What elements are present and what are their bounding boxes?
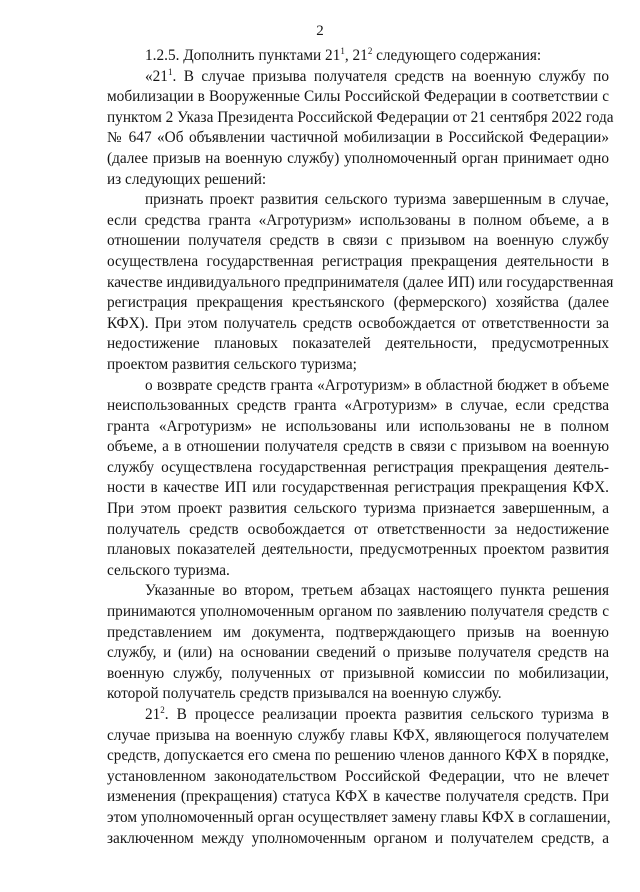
text-line: (далее призыв на военную службу) уполномоченный орган принимает одно [107,149,609,167]
text-line: принимаются уполномоченным органом по заявлению получателя средств с [107,603,609,621]
page-number: 2 [316,23,324,39]
text-line: представлением им документа, подтверждающего призыв на военную [107,623,609,641]
text-line: отношении получателя средств в связи с призывом на военную службу [107,232,609,250]
text-line: $21^2$. В процессе реализации проекта развития сельского туризма в [145,705,609,723]
text-line: этом уполномоченный орган осуществляет замену главы КФХ в соглашении, [107,808,611,826]
text-line: если средства гранта «Агротуризм» использованы в полном объеме, а в [107,211,609,229]
text-line: проектом развития сельского туризма; [107,355,357,373]
text-line: получатель средств освобождается от ответственности за недостижение [107,520,609,538]
text-line: осуществлена государственная регистрация прекращения деятельности в [107,252,609,270]
text-line: службу, и (или) на основании сведений о призыве получателя средств на [107,644,609,662]
text-line: которой получатель средств призывался на военную службу. [107,685,502,703]
text-line: установленном законодательством Российской Федерации, что не влечет [107,767,609,785]
text-line: гранта «Агротуризм» не использованы или использованы не в полном [107,417,609,435]
text-line: мобилизации в Вооруженные Силы Российской Федерации в соответствии с [107,88,609,106]
text-line: о возврате средств гранта «Агротуризм» в областной бюджет в объеме [145,376,609,394]
text-line: признать проект развития сельского туризма завершенным в случае, [145,191,609,209]
text-line: Указанные во втором, третьем абзацах настоящего пункта решения [145,582,609,600]
text-line: изменения (прекращения) статуса КФХ в качестве получателя средств. При [107,788,609,806]
text-line: качестве индивидуального предпринимателя (далее ИП) или государственная [107,273,614,291]
text-line: случае призыва на военную службу главы КФХ, являющегося получателем [107,726,609,744]
text-line: № 647 «Об объявлении частичной мобилизации в Российской Федерации» [107,129,609,147]
text-line: сельского туризма. [107,561,230,579]
text-line: средств, допускается его смена по решению членов данного КФХ в порядке, [107,747,609,765]
text-line: регистрация прекращения крестьянского (фермерского) хозяйства (далее [107,294,609,312]
document-body [107,46,614,849]
text-line: «$21^1$. В случае призыва получателя средств на военную службу по [145,66,609,85]
text-line: объеме, а в отношении получателя средств в связи с призывом на военную [107,438,609,456]
text-line: При этом проект развития сельского туризма признается завершенным, а [107,500,609,518]
text-line: военную службу, полученных от призывной комиссии по мобилизации, [107,664,609,682]
text-line: недостижение плановых показателей деятельности, предусмотренных [107,335,609,353]
text-line: плановых показателей деятельности, предусмотренных проектом развития [107,541,609,559]
text-line: неиспользованных средств гранта «Агротуризм» в случае, если средства [107,397,609,415]
text-line: ности в качестве ИП или государственная регистрация прекращения КФХ. [107,479,609,497]
text-line: службу осуществлена государственная регистрация прекращения деятель- [107,458,609,476]
text-line: из следующих решений: [107,170,267,188]
text-line: пунктом 2 Указа Президента Российской Федерации от 21 сентября 2022 года [107,108,614,126]
text-line: 1.2.5. Дополнить пунктами $21^1$, $21^2$ следующего содержания: [145,46,542,64]
text-line: КФХ). При этом получатель средств освобождается от ответственности за [107,314,609,332]
text-line: заключенном между уполномоченным органом и получателем средств, а [107,829,609,847]
